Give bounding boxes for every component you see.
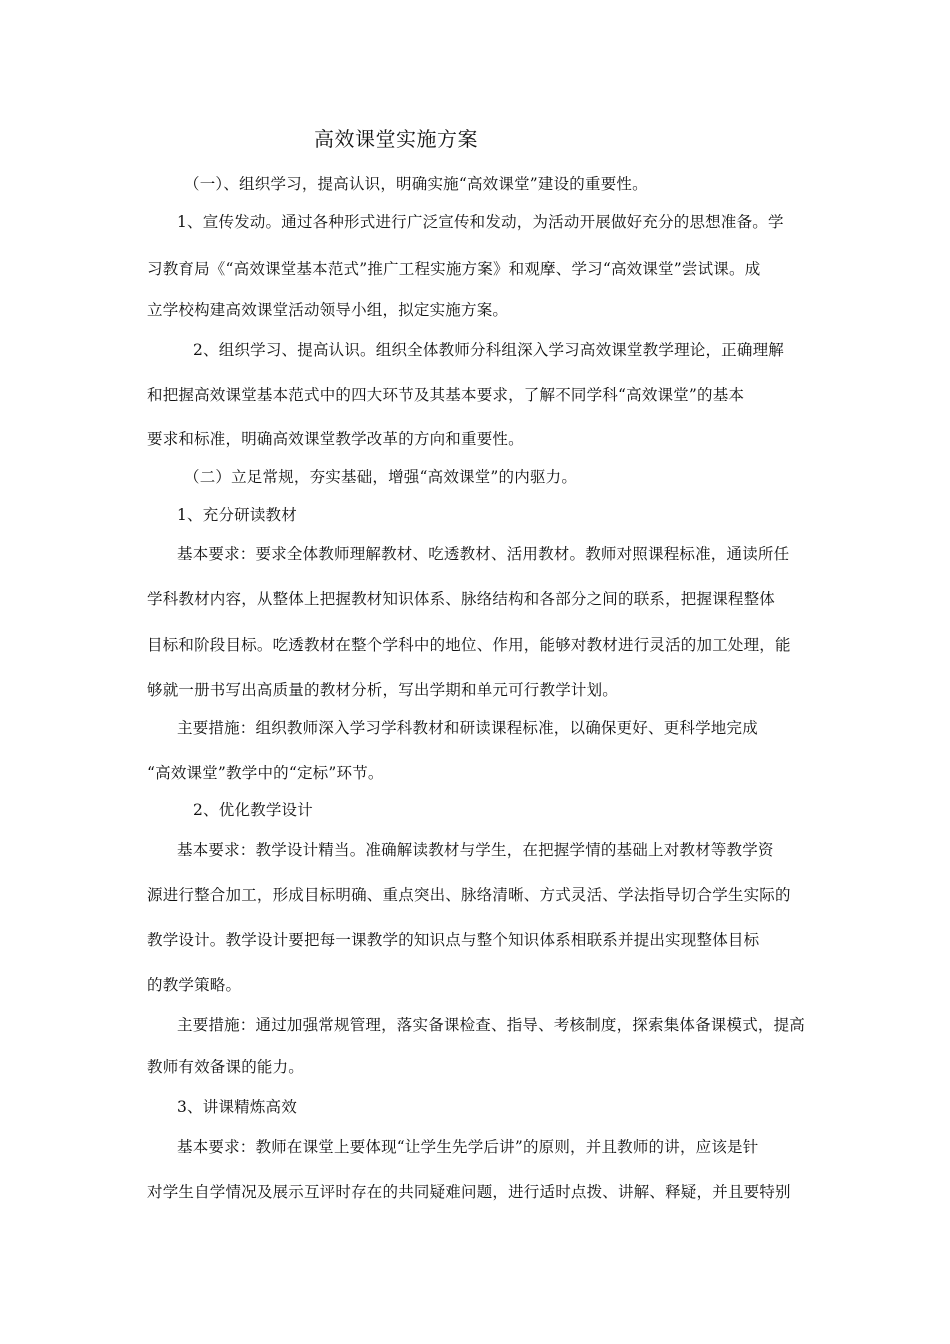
paragraph-line: 基本要求：教学设计精当。准确解读教材与学生，在把握学情的基础上对教材等教学资: [177, 841, 774, 859]
paragraph-line: 要求和标准，明确高效课堂教学改革的方向和重要性。: [147, 430, 524, 448]
paragraph-line: 基本要求：教师在课堂上要体现“让学生先学后讲”的原则，并且教师的讲，应该是针: [177, 1138, 759, 1156]
paragraph-line: 教学设计。教学设计要把每一课教学的知识点与整个知识体系相联系并提出实现整体目标: [147, 931, 760, 949]
subheading: 1、充分研读教材: [177, 506, 297, 524]
document-title: 高效课堂实施方案: [314, 127, 478, 151]
paragraph-line: 教师有效备课的能力。: [147, 1058, 305, 1076]
paragraph-line: 主要措施：组织教师深入学习学科教材和研读课程标准，以确保更好、更科学地完成: [177, 719, 758, 737]
paragraph-line: 学科教材内容，从整体上把握教材知识体系、脉络结构和各部分之间的联系，把握课程整体: [147, 590, 776, 608]
paragraph-line: 源进行整合加工，形成目标明确、重点突出、脉络清晰、方式灵活、学法指导切合学生实际的: [147, 886, 791, 904]
paragraph-line: 1、宣传发动。通过各种形式进行广泛宣传和发动，为活动开展做好充分的思想准备。学: [177, 213, 784, 231]
paragraph-line: 习教育局《“高效课堂基本范式”推广工程实施方案》和观摩、学习“高效课堂”尝试课。成: [147, 260, 761, 278]
section-heading-1: （一）、组织学习，提高认识，明确实施“高效课堂”建设的重要性。: [184, 175, 648, 193]
paragraph-line: 主要措施：通过加强常规管理，落实备课检查、指导、考核制度，探索集体备课模式，提高: [177, 1016, 806, 1034]
subheading: 2、优化教学设计: [193, 801, 313, 819]
paragraph-line: 和把握高效课堂基本范式中的四大环节及其基本要求，了解不同学科“高效课堂”的基本: [147, 386, 745, 404]
paragraph-line: 立学校构建高效课堂活动领导小组，拟定实施方案。: [147, 301, 509, 319]
paragraph-line: 基本要求：要求全体教师理解教材、吃透教材、活用教材。教师对照课程标准，通读所任: [177, 545, 790, 563]
section-heading-2: （二）立足常规，夯实基础，增强“高效课堂”的内驱力。: [184, 468, 578, 486]
paragraph-line: 对学生自学情况及展示互评时存在的共同疑难问题，进行适时点拨、讲解、释疑，并且要特别: [147, 1183, 791, 1201]
paragraph-line: 的教学策略。: [147, 976, 242, 994]
subheading: 3、讲课精炼高效: [177, 1098, 297, 1116]
paragraph-line: 目标和阶段目标。吃透教材在整个学科中的地位、作用，能够对教材进行灵活的加工处理，能: [147, 636, 791, 654]
paragraph-line: “高效课堂”教学中的“定标”环节。: [147, 764, 384, 782]
paragraph-line: 够就一册书写出高质量的教材分析，写出学期和单元可行教学计划。: [147, 681, 619, 699]
paragraph-line: 2、组织学习、提高认识。组织全体教师分科组深入学习高效课堂教学理论，正确理解: [193, 341, 784, 359]
